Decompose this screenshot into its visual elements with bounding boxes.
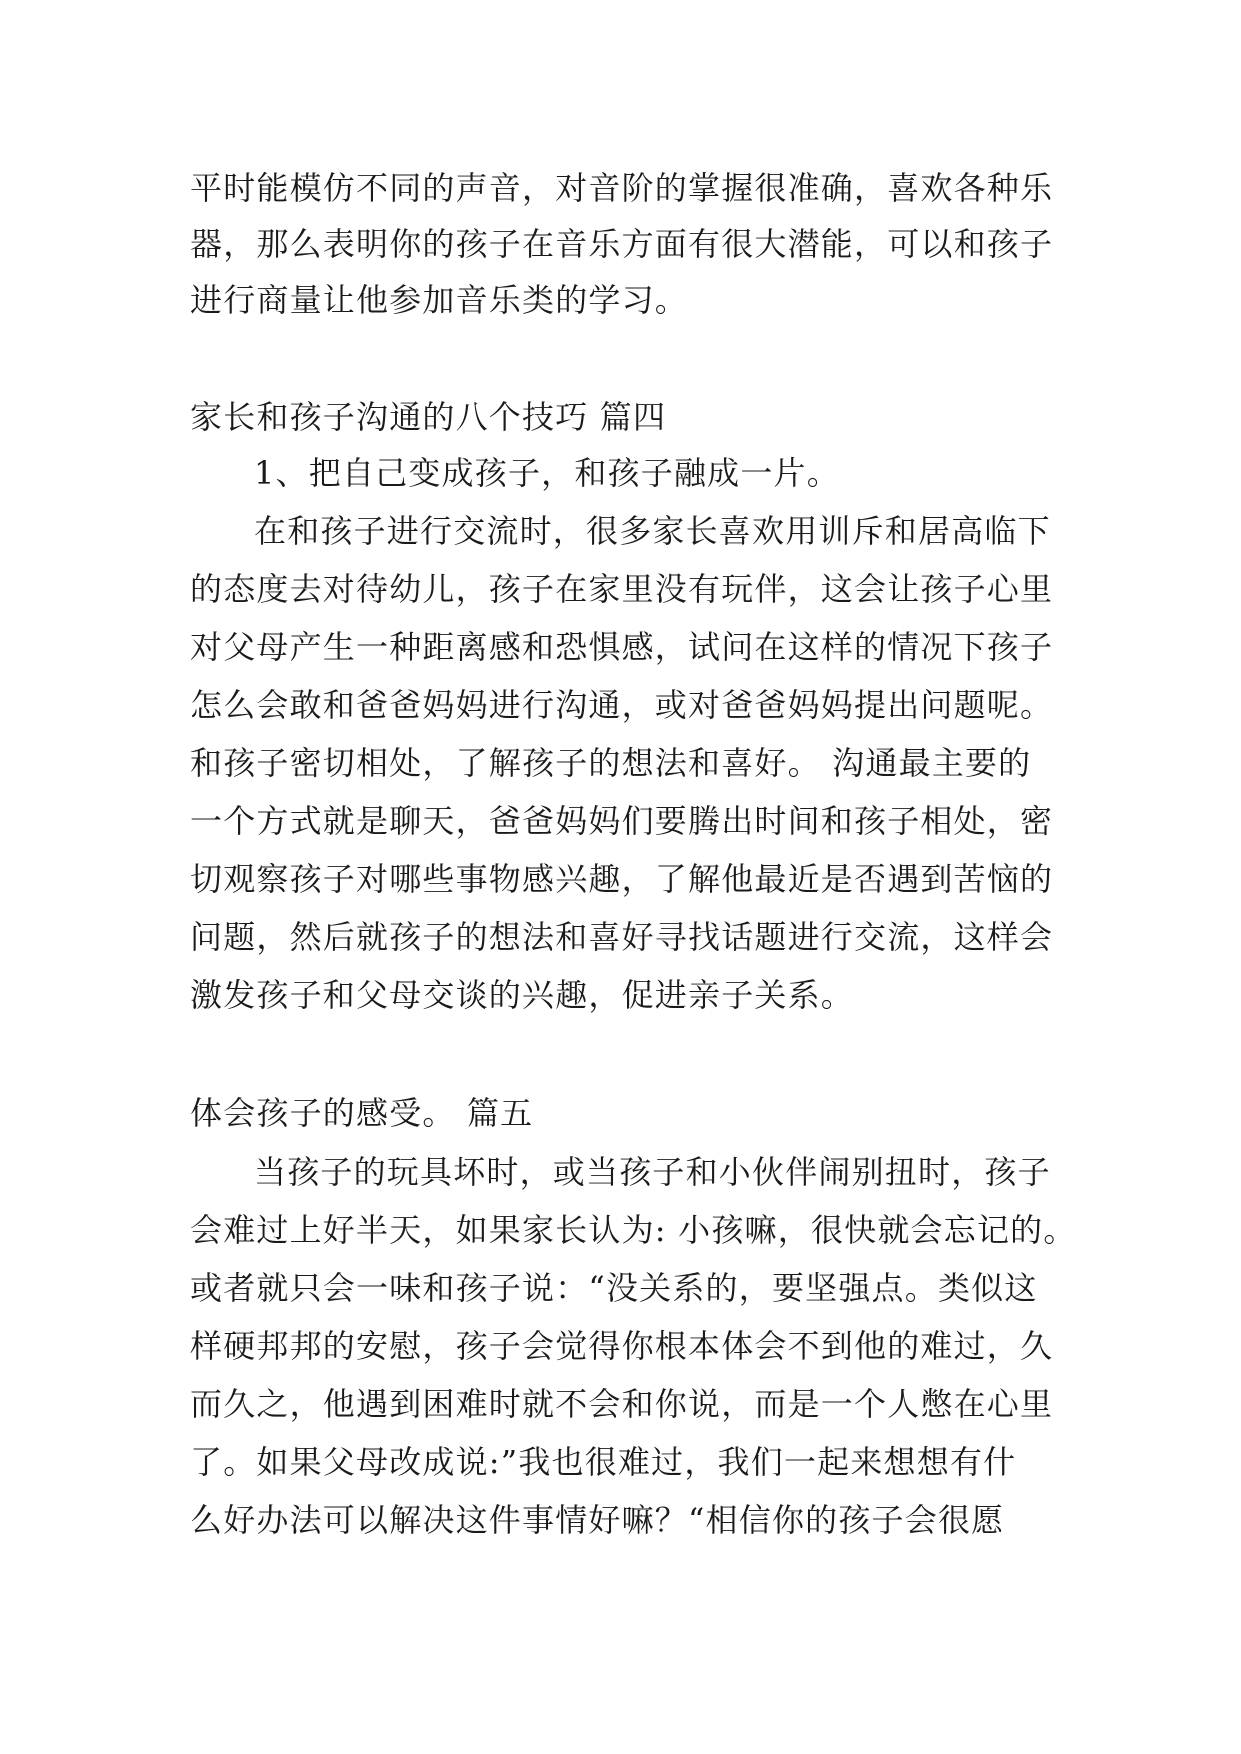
paragraph-line: 而久之，他遇到困难时就不会和你说，而是一个人憋在心里 [190,1385,1054,1423]
paragraph-line: 的态度去对待幼儿，孩子在家里没有玩伴，这会让孩子心里 [190,570,1054,608]
paragraph-line: 当孩子的玩具坏时，或当孩子和小伙伴闹别扭时，孩子 [254,1153,1051,1191]
paragraph-line: 一个方式就是聊天，爸爸妈妈们要腾出时间和孩子相处，密 [190,802,1054,840]
paragraph-line: 对父母产生一种距离感和恐惧感，试问在这样的情况下孩子 [190,628,1054,666]
paragraph-line: 器，那么表明你的孩子在音乐方面有很大潜能，可以和孩子 [190,225,1054,263]
paragraph-line: 激发孩子和父母交谈的兴趣，促进亲子关系。 [190,976,855,1014]
paragraph-line: 问题，然后就孩子的想法和喜好寻找话题进行交流，这样会 [190,918,1054,956]
paragraph-line: 和孩子密切相处，了解孩子的想法和喜好。 沟通最主要的 [190,744,1032,782]
paragraph-line: 了。如果父母改成说:”我也很难过，我们一起来想想有什 [190,1443,1017,1481]
list-item-heading: 1、把自己变成孩子，和孩子融成一片。 [254,454,840,492]
paragraph-line: 切观察孩子对哪些事物感兴趣，了解他最近是否遇到苦恼的 [190,860,1054,898]
paragraph-line: 样硬邦邦的安慰，孩子会觉得你根本体会不到他的难过，久 [190,1327,1054,1365]
paragraph-line: 么好办法可以解决这件事情好嘛？“相信你的孩子会很愿 [190,1501,1005,1539]
paragraph-line: 在和孩子进行交流时，很多家长喜欢用训斥和居高临下 [254,512,1051,550]
section-heading: 家长和孩子沟通的八个技巧 篇四 [190,398,667,436]
paragraph-line: 平时能模仿不同的声音，对音阶的掌握很准确，喜欢各种乐 [190,169,1054,207]
paragraph-line: 会难过上好半天，如果家长认为: 小孩嘛，很快就会忘记的。 [190,1211,1077,1249]
paragraph-line: 怎么会敢和爸爸妈妈进行沟通，或对爸爸妈妈提出问题呢。 [190,686,1054,724]
paragraph-line: 或者就只会一味和孩子说：“没关系的，要坚强点。类似这 [190,1269,1038,1307]
paragraph-line: 进行商量让他参加音乐类的学习。 [190,281,689,319]
section-heading: 体会孩子的感受。 篇五 [190,1094,534,1132]
